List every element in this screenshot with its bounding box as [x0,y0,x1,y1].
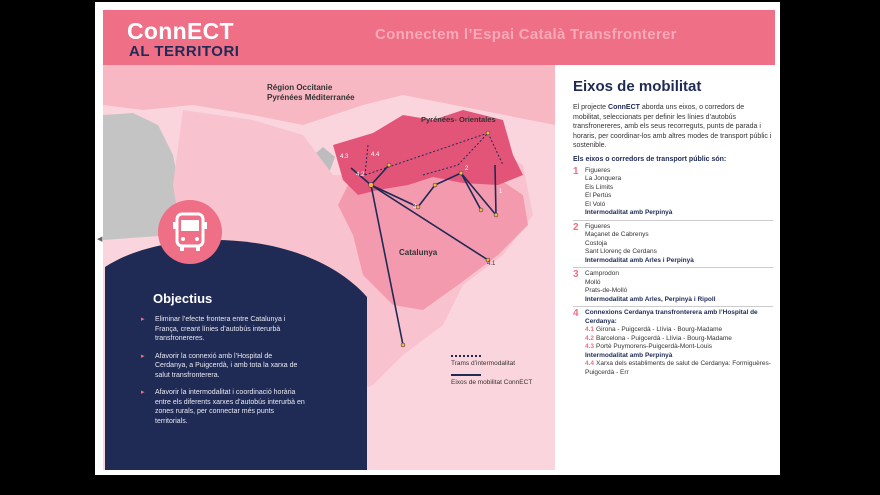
stop-name: Figueres [585,222,611,230]
dotted-line-icon [451,355,481,357]
divider [573,220,773,221]
intermodal-note: Intermodalitat amb Arles i Perpinyà [585,256,694,264]
intermodal-note: Intermodalitat amb Perpinyà [585,351,673,359]
node-h [401,343,405,347]
sub-axis-4-2: 4.2 Barcelona - Puigcerdà - Llívia - Bourg-Madame [585,334,732,342]
stop-name: El Voló [585,200,606,208]
objectives-panel [105,237,367,470]
stop-name: Sant Llorenç de Cerdans [585,248,657,255]
axis-item-3 [573,270,773,304]
stop-name: La Jonquera [585,175,622,182]
objective-text: Eliminar l’efecte frontera entre Catalunya i França, creant línies d’autobús interurbà transfronereres. [155,316,286,342]
mobility-title: Eixos de mobilitat [573,78,702,95]
node-label-4-2: 4.2 [356,172,365,178]
mobility-subtitle: Els eixos o corredors de transport públic són: [573,155,727,163]
node-a [416,205,420,209]
axis-number: 2 [573,221,579,233]
objective-text: Afavorir la intermodalitat i coordinació horària entre els diferents xarxes d’autobús interurbà en zones rurals, per connectar més punts territorials. [155,389,305,425]
header-tagline: Connectem l’Espai Català Transfronterer [375,26,677,43]
stop-name: Els Límits [585,183,614,191]
logo-subtitle: AL TERRITORI [129,43,240,60]
mobility-intro: El projecte ConnECT aborda uns eixos, o corredors de mobilitat, seleccionats per definir les línies d’autobús transfronereres, amb els seus recorreguts, punts de parada i horaris, per coordinar-los amb altres modes de transport públic i sostenible. [573,104,772,149]
legend-item-axes [445,374,533,387]
sub-axis-4-4: 4.4 Xarxa dels establiments de salut de Cerdanya: Formiguères-Puigcerdà - Err [585,360,771,376]
objectives-list [141,315,305,434]
objective-item [141,315,305,344]
bus-icon [158,200,222,264]
divider [573,267,773,268]
stop-name: Maçanet de Cabrenys [585,231,649,238]
axis-number: 3 [573,269,579,280]
sub-axis-4-3: 4.3 Portè Puymorens-Puigcerdà-Mont-Louis [585,343,713,350]
sub-axis-4-1: 4.1 Girona - Puigcerdà - Llívia - Bourg-Madame [585,326,723,333]
node-puigcerda [369,183,374,188]
brand-name: ConnECT [608,104,640,111]
stop-name: El Pertús [585,192,612,199]
objective-text: Afavorir la connexió amb l’Hospital de Cerdanya, a Puigcerdà, i amb tota la xarxa de salut transfronterera. [155,352,298,379]
node-label-2: 2 [465,166,469,172]
axis-number: 1 [573,165,579,177]
bus-icon-circle [158,200,222,264]
legend-label: Eixos de mobilitat ConnECT [451,379,533,386]
intermodal-note: Intermodalitat amb Arles, Perpinyà i Ripoll [585,295,716,303]
label-region-occitanie-1: Région Occitanie [267,83,333,92]
stop-name: Costoja [585,239,608,247]
solid-line-icon [451,374,481,376]
node-label-1: 1 [499,189,503,195]
map-legend [445,355,533,393]
objectives-title: Objectius [153,291,213,306]
mobility-panel [573,78,773,382]
legend-item-intermodal [445,355,533,368]
label-region-occitanie-2: Pyrénées Méditerranée [267,93,355,102]
objective-item [141,352,305,381]
node-g [387,163,391,167]
slide [95,2,780,475]
node-d [486,131,490,135]
node-b [433,183,437,187]
node-e [494,213,498,217]
triangle-right-icon: ▸ [141,352,145,360]
triangle-right-icon: ▸ [141,389,145,396]
stop-name: Prats-de-Molló [585,287,628,294]
node-f [479,208,483,212]
axis-heading: Connexions Cerdanya transfronterera amb l’Hospital de Cerdanya: [585,309,758,325]
axis-item-4 [573,309,773,377]
axis-number: 4 [573,308,579,319]
stop-name: Molló [585,278,601,286]
divider [573,306,773,307]
legend-label: Trams d’intermodalitat [451,360,516,367]
triangle-right-icon: ▸ [141,316,145,323]
stop-name: Figueres [585,166,611,174]
scroll-left-icon[interactable]: ◀ [97,236,103,243]
objective-item [141,388,305,426]
header-banner [103,10,775,65]
node-c [459,171,463,175]
intermodal-note: Intermodalitat amb Perpinyà [585,209,673,216]
label-catalunya: Catalunya [399,248,438,257]
node-label-4-1: 4.1 [487,261,496,267]
label-pyrenees-orientales: Pyrénées- Orientales [421,115,496,124]
node-label-4-4: 4.4 [371,152,380,158]
axis-item-2 [573,223,773,266]
stop-name: Camprodon [585,270,619,277]
logo-title: ConnECT [127,18,234,44]
axis-list [573,167,773,378]
node-label-3: 3 [413,204,417,210]
axis-item-1 [573,167,773,218]
node-label-4-3: 4.3 [340,154,349,160]
